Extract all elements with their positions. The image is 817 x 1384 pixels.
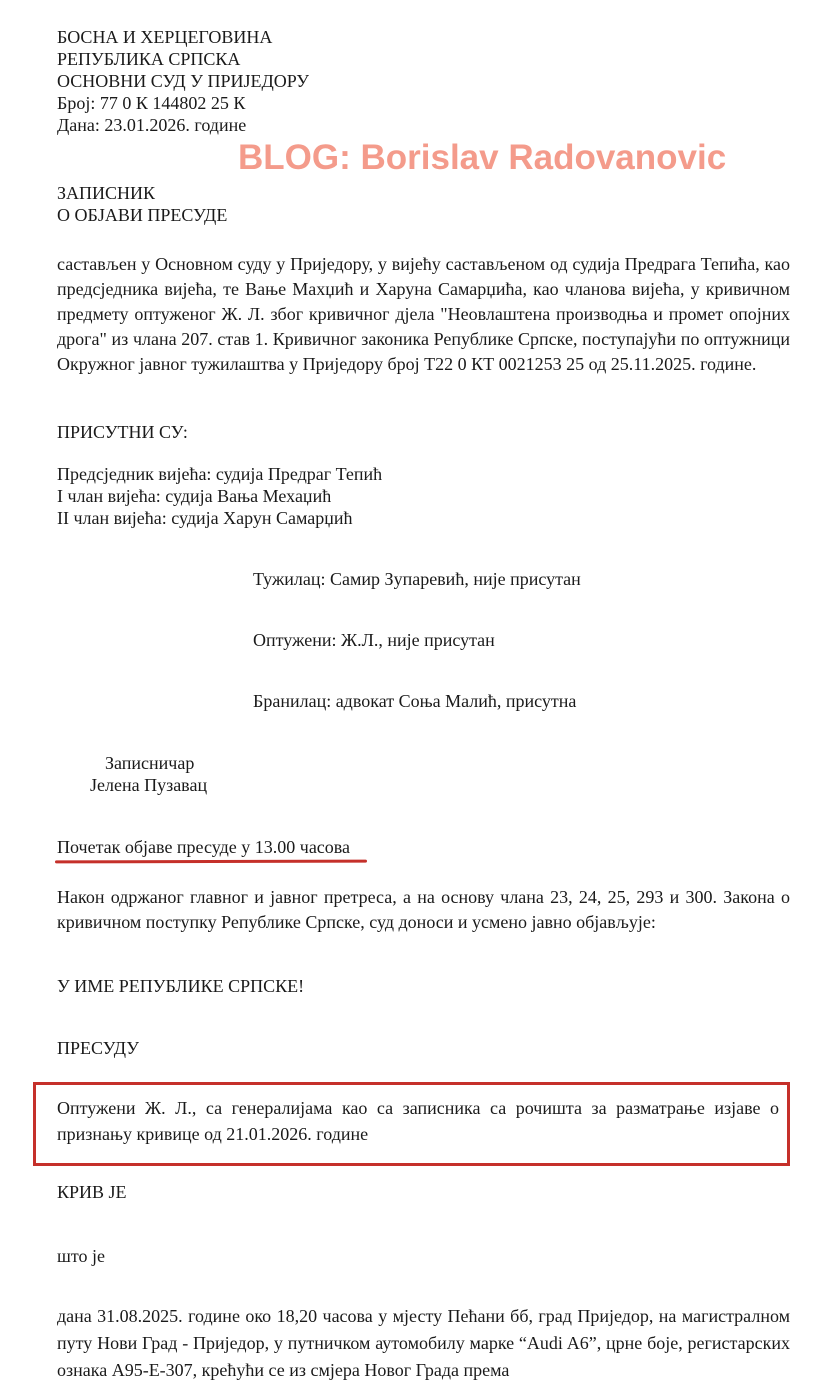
blog-watermark: BLOG: Borislav Radovanovic — [238, 138, 727, 177]
title-line-2: О ОБЈАВИ ПРЕСУДЕ — [57, 205, 228, 225]
because-line: што је — [57, 1246, 105, 1266]
boxed-paragraph: Оптужени Ж. Л., са генералијама као са записника са рочишта за разматрање изјаве о признању кривице од 21.01.2026. године — [57, 1098, 779, 1144]
header-court: ОСНОВНИ СУД У ПРИЈЕДОРУ — [57, 71, 310, 91]
header-case-number: Број: 77 0 К 144802 25 К — [57, 93, 246, 113]
start-announcement-line: Почетак објаве пресуде у 13.00 часова — [57, 837, 351, 857]
legal-basis-paragraph: Након одржаног главног и јавног претреса, а на основу члана 23, 24, 25, 293 и 300. Закона о кривичном поступку Републике Српске, суд доноси и усмено јавно објављује: — [57, 887, 790, 932]
accused-line: Оптужени: Ж.Л., није присутан — [253, 630, 495, 650]
header-entity: РЕПУБЛИКА СРПСКА — [57, 49, 241, 69]
facts-paragraph: дана 31.08.2025. године око 18,20 часова у мјесту Пећани бб, град Приједор, на магистралном путу Нови Град - Приједор, у путничком аутомобилу марке “Audi A6”, црне боје, регистарских ознака А95-Е-307, крећући се из смјера Новог Града према — [57, 1306, 790, 1380]
document-header — [57, 26, 790, 136]
panel-president: Предсједник вијећа: судија Предраг Тепић — [57, 464, 383, 484]
verdict-word: ПРЕСУДУ — [57, 1038, 139, 1058]
recorder-block — [57, 752, 790, 796]
start-announcement-block — [57, 837, 790, 863]
highlighted-verdict-box — [33, 1082, 790, 1166]
panel-members — [57, 463, 790, 529]
intro-paragraph: састављен у Основном суду у Приједору, у вијећу састављеном од судија Предрага Тепића, као предсједника вијећа, те Вање Махџић и Харуна Самарџића, као чланова вијећа, у кривичном предмету оптуженог Ж. Л. због кривичног дјела "Неовлаштена производња и промет опојних дрога" из члана 207. став 1. Кривичног законика Републике Српске, поступајући по оптужници Окружног јавног тужилаштва у Приједору број Т22 0 КТ 0021253 25 од 25.11.2025. године. — [57, 254, 790, 374]
in-the-name-line: У ИМЕ РЕПУБЛИКЕ СРПСКЕ! — [57, 976, 305, 996]
document-title — [57, 182, 790, 226]
present-heading: ПРИСУТНИ СУ: — [57, 422, 188, 442]
header-date: Дана: 23.01.2026. године — [57, 115, 247, 135]
recorder-name: Јелена Пузавац — [90, 775, 208, 795]
panel-member-2: II члан вијећа: судија Харун Самарџић — [57, 508, 353, 528]
defense-counsel-line: Бранилац: адвокат Соња Малић, присутна — [253, 691, 577, 711]
guilty-line: КРИВ ЈЕ — [57, 1182, 127, 1202]
red-underline — [55, 860, 367, 864]
panel-member-1: I члан вијећа: судија Вања Мехаџић — [57, 486, 332, 506]
prosecutor-line: Тужилац: Самир Зупаревић, није присутан — [253, 569, 581, 589]
header-country: БОСНА И ХЕРЦЕГОВИНА — [57, 27, 273, 47]
recorder-label: Записничар — [105, 753, 195, 773]
title-line-1: ЗАПИСНИК — [57, 183, 156, 203]
